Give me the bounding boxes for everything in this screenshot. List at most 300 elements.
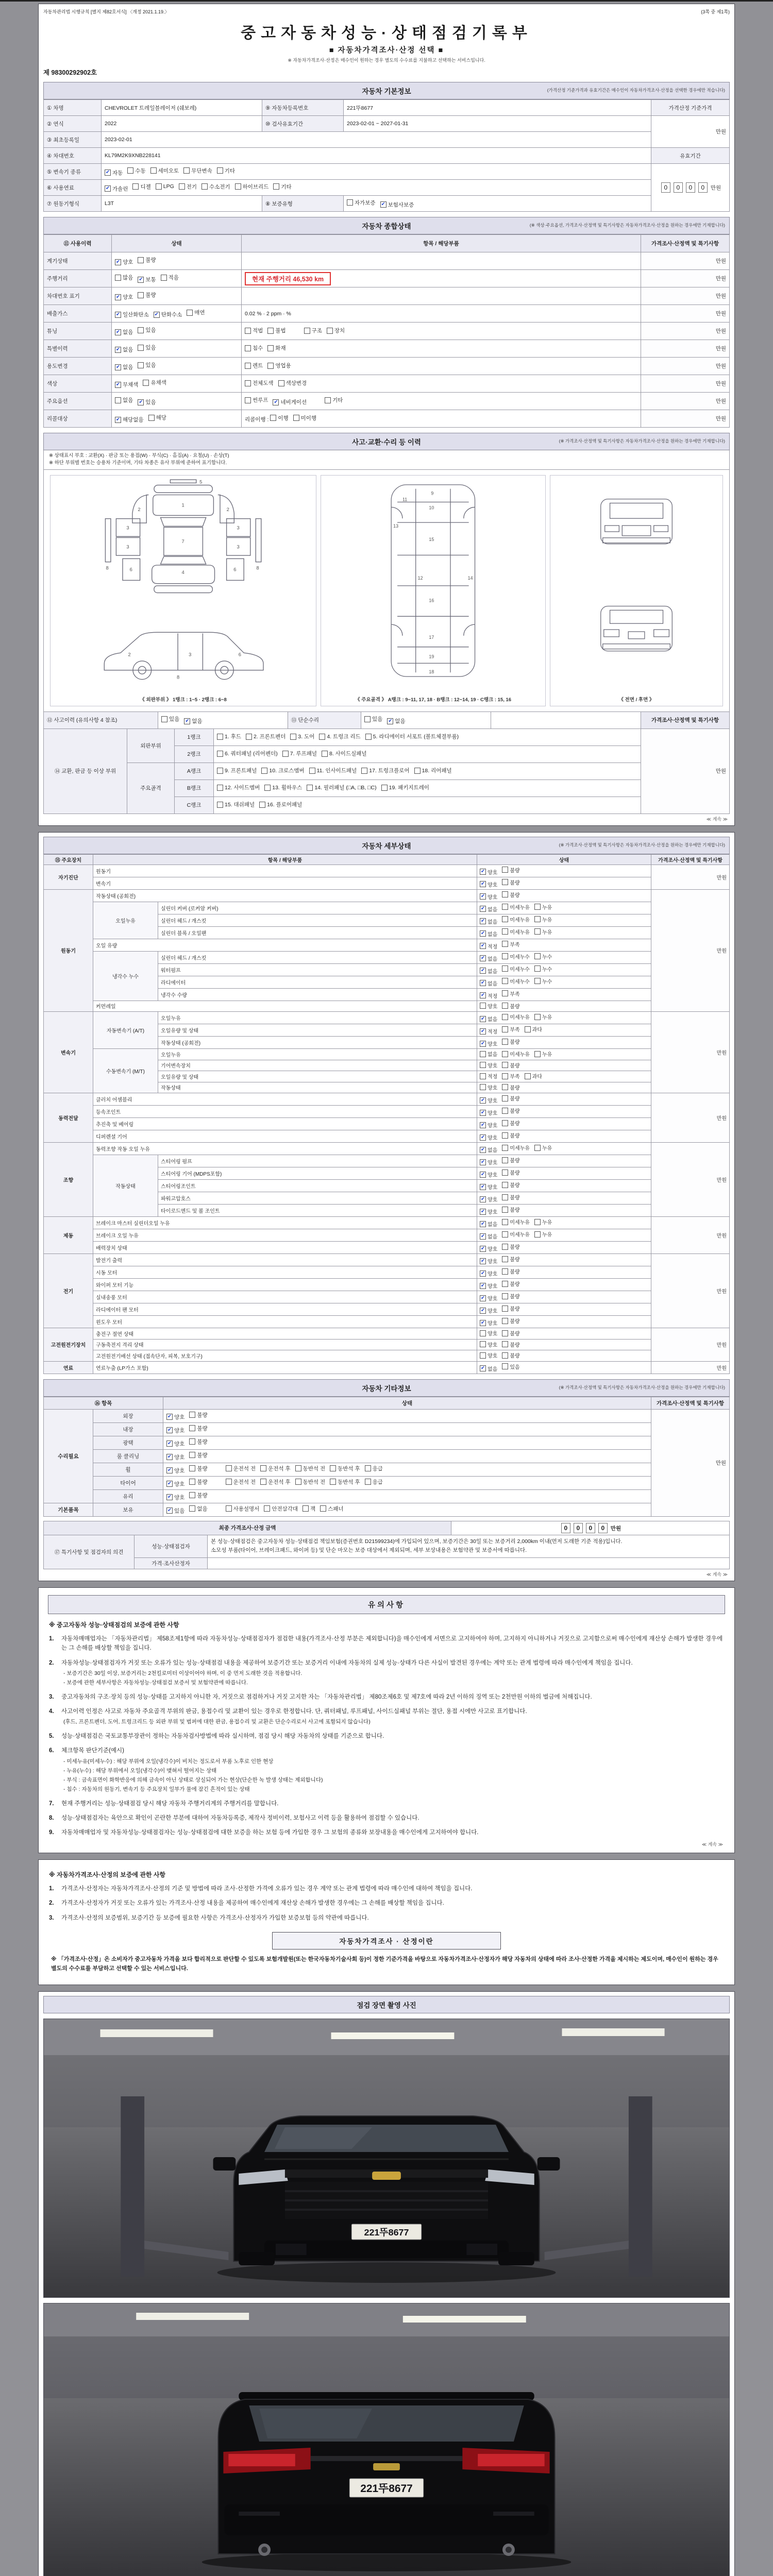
price-cell: 만원: [641, 287, 730, 305]
checkbox-box-icon: ✔: [115, 329, 121, 335]
detail-state-row: [44, 1049, 730, 1060]
cell-cell: [112, 410, 242, 428]
checkbox-없음[interactable]: 없음: [189, 1505, 207, 1513]
checkbox-불량[interactable]: 불량: [502, 891, 519, 899]
checkbox-누유[interactable]: 누유: [534, 916, 552, 923]
checkbox-box-icon: [179, 183, 185, 190]
checkbox-누유[interactable]: 누유: [534, 1013, 552, 1021]
checkbox-box-icon: ✔: [480, 1196, 486, 1202]
checkbox-썬루프[interactable]: 썬루프: [245, 396, 268, 404]
checkbox-box-icon: ✔: [105, 170, 111, 176]
checkbox-box-icon: [502, 1003, 508, 1009]
checkbox-LPG[interactable]: LPG: [156, 183, 174, 190]
checkbox-불량[interactable]: 불량: [502, 1119, 519, 1127]
checkbox-양호[interactable]: ✔ 양호: [480, 1183, 497, 1191]
price-cell: 만원: [651, 1093, 730, 1143]
checkbox-누유[interactable]: 누유: [534, 1144, 552, 1151]
checkbox-1후드[interactable]: 1. 후드: [217, 733, 241, 740]
cell-cell: [477, 914, 651, 926]
card-notice: [38, 1587, 735, 1853]
checkbox-운전석전[interactable]: 운전석 전: [226, 1465, 256, 1472]
lbl-cell: ⑤ 변속기 종류: [44, 164, 102, 180]
basic-info-table: [43, 99, 730, 212]
checkbox-box-icon: ✔: [480, 1122, 486, 1128]
checkbox-무단변속[interactable]: 무단변속: [183, 167, 212, 175]
checkbox-7루프패널[interactable]: 7. 루프패널: [282, 750, 317, 757]
checkbox-불량[interactable]: 불량: [502, 1083, 519, 1091]
checkbox-양호[interactable]: ✔ 양호: [480, 868, 497, 876]
checkbox-디젤[interactable]: 디젤: [132, 183, 150, 191]
cell-cell: 스티어링 기어 (MDPS포함): [158, 1167, 477, 1180]
checkbox-box-icon: [217, 751, 223, 757]
checkbox-box-icon: [138, 327, 144, 333]
lbl-cell: 룸 클리닝: [93, 1449, 163, 1463]
checkbox-세미오토[interactable]: 세미오토: [150, 167, 179, 175]
checkbox-4트렁크리드[interactable]: 4. 트렁크 리드: [319, 733, 360, 740]
checkbox-양호[interactable]: ✔ 양호: [480, 1257, 497, 1265]
checkbox-응급[interactable]: 응급: [365, 1478, 383, 1486]
checkbox-적정[interactable]: 적정: [480, 1072, 497, 1080]
checkbox-8사이드실패널[interactable]: 8. 사이드실패널: [322, 750, 367, 757]
price-cell: 만원: [651, 1254, 730, 1328]
checkbox-box-icon: ✔: [480, 968, 486, 974]
cell-cell: [477, 939, 651, 951]
checkbox-누유[interactable]: 누유: [534, 1050, 552, 1058]
price-cell: 만원: [641, 305, 730, 323]
checkbox-불법[interactable]: 불법: [267, 327, 285, 334]
checkbox-양호[interactable]: ✔ 양호: [166, 1453, 184, 1461]
detail-state-table: [43, 854, 730, 1374]
checkbox-불량[interactable]: 불량: [502, 1107, 519, 1114]
notice-item: 5. 성능·상태점검은 국토교통부장관이 정하는 자동차검사방법에 따라 실시하며, 점검 당시 해당 자동차의 상태를 기준으로 합니다.: [49, 1733, 384, 1739]
checkbox-안전삼각대[interactable]: 안전삼각대: [264, 1505, 298, 1513]
checkbox-없음[interactable]: ✔ 없음: [480, 930, 497, 938]
checkbox-전기[interactable]: 전기: [179, 183, 197, 191]
checkbox-양호[interactable]: ✔ 양호: [480, 1171, 497, 1178]
cell-cell: [242, 323, 641, 340]
checkbox-적음[interactable]: 적음: [161, 274, 179, 281]
checkbox-불량[interactable]: 불량: [138, 256, 156, 264]
checkbox-운전석후[interactable]: 운전석 후: [260, 1478, 291, 1486]
etc-info-row: [44, 1436, 730, 1449]
notice-item: 2. 가격조사·산정자가 거짓 또는 오류가 있는 가격조사·산정 내용을 제공하여 매수인에게 재산상 손해가 발생한 경우에는 그 손해를 배상할 책임을 집니다.: [49, 1900, 444, 1907]
checkbox-운전석후[interactable]: 운전석 후: [260, 1465, 291, 1472]
checkbox-렌트[interactable]: 렌트: [245, 362, 263, 369]
checkbox-양호[interactable]: 양호: [480, 1341, 497, 1348]
checkbox-없음[interactable]: 없음: [115, 396, 133, 404]
price-cell: 만원: [641, 323, 730, 340]
checkbox-양호[interactable]: ✔ 양호: [166, 1427, 184, 1434]
checkbox-부족[interactable]: 부족: [502, 1025, 519, 1033]
checkbox-이행[interactable]: 이행: [270, 414, 288, 422]
checkbox-양호[interactable]: ✔ 양호: [480, 1133, 497, 1141]
special-remarks-table: [43, 1535, 730, 1570]
checkbox-15대쉬패널[interactable]: 15. 대쉬패널: [217, 801, 255, 808]
checkbox-불량[interactable]: 불량: [502, 1206, 519, 1213]
dev-cell: 고전원전기장치: [44, 1328, 93, 1362]
checkbox-있음[interactable]: 있음: [364, 715, 382, 723]
detail-state-row: [44, 1130, 730, 1143]
overall-state-row: [44, 410, 730, 428]
checkbox-box-icon: [502, 1293, 508, 1299]
checkbox-불량[interactable]: 불량: [502, 1094, 519, 1102]
checkbox-미세누유[interactable]: 미세누유: [502, 1144, 530, 1151]
checkbox-양호[interactable]: ✔ 양호: [480, 1307, 497, 1314]
checkbox-하이브리드[interactable]: 하이브리드: [235, 183, 269, 191]
checkbox-box-icon: [226, 1505, 232, 1512]
checkbox-자동[interactable]: ✔ 자동: [105, 169, 123, 177]
checkbox-적정[interactable]: ✔ 적정: [480, 992, 497, 999]
checkbox-불량[interactable]: 불량: [138, 291, 156, 299]
checkbox-동반석전[interactable]: 동반석 전: [295, 1478, 326, 1486]
front-photo: [43, 2019, 730, 2298]
checkbox-불량[interactable]: 불량: [189, 1451, 207, 1459]
svg-text:8: 8: [177, 674, 180, 681]
lbl-cell: 보유: [93, 1503, 163, 1516]
checkbox-있음[interactable]: ✔ 있음: [138, 398, 156, 406]
detail-state-row: [44, 1254, 730, 1266]
checkbox-불량[interactable]: 불량: [502, 1329, 519, 1337]
checkbox-미세누수[interactable]: 미세누수: [502, 965, 530, 973]
cell-cell: [477, 1071, 651, 1082]
checkbox-기타[interactable]: 기타: [217, 167, 235, 175]
checkbox-box-icon: [534, 1051, 541, 1057]
svg-text:3: 3: [189, 652, 192, 658]
checkbox-없음[interactable]: ✔ 없음: [480, 967, 497, 975]
checkbox-불량[interactable]: 불량: [189, 1411, 207, 1419]
checkbox-10크로스멤버[interactable]: 10. 크로스멤버: [261, 767, 304, 774]
checkbox-있음[interactable]: 있음: [138, 326, 156, 334]
checkbox-누유[interactable]: 누유: [534, 928, 552, 936]
checkbox-미세누유[interactable]: 미세누유: [502, 903, 530, 911]
frame-diagram-caption: 《 주요골격 》 A랭크 : 9~11, 17, 18 · B랭크 : 12~14, 19 · C랭크 : 15, 16: [355, 697, 512, 703]
checkbox-미세누수[interactable]: 미세누수: [502, 953, 530, 960]
checkbox-없음[interactable]: ✔ 없음: [115, 363, 133, 371]
checkbox-양호[interactable]: ✔ 양호: [480, 1282, 497, 1290]
checkbox-일산화탄소[interactable]: ✔ 일산화탄소: [115, 311, 149, 318]
checkbox-부족[interactable]: 부족: [502, 940, 519, 948]
checkbox-없음[interactable]: ✔ 없음: [480, 1015, 497, 1023]
checkbox-있음[interactable]: 있음: [502, 1363, 519, 1370]
checkbox-불량[interactable]: 불량: [502, 1255, 519, 1263]
checkbox-양호[interactable]: ✔ 양호: [480, 1096, 497, 1104]
checkbox-유채색[interactable]: 유채색: [143, 379, 166, 386]
checkbox-box-icon: [502, 1268, 508, 1275]
checkbox-미세누유[interactable]: 미세누유: [502, 1218, 530, 1226]
checkbox-16플로어패널[interactable]: 16. 플로어패널: [259, 801, 302, 808]
checkbox-없음[interactable]: 없음: [480, 1050, 497, 1058]
checkbox-적정[interactable]: ✔ 적정: [480, 1027, 497, 1035]
checkbox-보험사보증[interactable]: ✔ 보험사보증: [380, 201, 414, 209]
svg-text:14: 14: [467, 575, 473, 581]
checkbox-불량[interactable]: 불량: [502, 1292, 519, 1300]
checkbox-기타[interactable]: 기타: [273, 183, 291, 191]
cell-cell: [214, 779, 641, 796]
lbl-cell: ⑨ 자동차등록번호: [262, 100, 344, 116]
checkbox-장치[interactable]: 장치: [327, 327, 345, 334]
checkbox-box-icon: [143, 380, 149, 386]
checkbox-box-icon: [245, 345, 251, 351]
checkbox-불량[interactable]: 불량: [189, 1465, 207, 1472]
checkbox-보통[interactable]: ✔ 보통: [138, 276, 156, 283]
checkbox-불량[interactable]: 불량: [502, 1038, 519, 1045]
checkbox-box-icon: ✔: [480, 1159, 486, 1165]
checkbox-적정[interactable]: ✔ 적정: [480, 942, 497, 950]
lbl-cell: 주행거리: [44, 270, 112, 287]
checkbox-불량[interactable]: 불량: [189, 1478, 207, 1486]
checkbox-12사이드멤버[interactable]: 12. 사이드멤버: [217, 784, 260, 791]
checkbox-box-icon: [293, 415, 299, 421]
checkbox-부족[interactable]: 부족: [502, 1072, 519, 1080]
cell-cell: 배력장치 상태: [93, 1242, 477, 1254]
checkbox-응급[interactable]: 응급: [365, 1465, 383, 1472]
special-remarks-row: [44, 1535, 730, 1558]
checkbox-양호[interactable]: ✔ 양호: [115, 293, 133, 301]
checkbox-양호[interactable]: 양호: [480, 1061, 497, 1069]
cell-cell: 워터펌프: [158, 963, 477, 976]
cell-cell: [477, 1350, 651, 1362]
checkbox-잭[interactable]: 잭: [303, 1505, 315, 1513]
checkbox-양호[interactable]: ✔ 양호: [480, 1208, 497, 1215]
checkbox-수동[interactable]: 수동: [127, 167, 145, 175]
checkbox-없음[interactable]: ✔ 없음: [480, 979, 497, 987]
lbl-cell: ③ 최초등록일: [44, 132, 102, 148]
svg-text:13: 13: [393, 523, 399, 529]
checkbox-동반석후[interactable]: 동반석 후: [330, 1478, 360, 1486]
cell-cell: 시동 모터: [93, 1266, 477, 1279]
checkbox-과다[interactable]: 과다: [525, 1072, 542, 1080]
checkbox-누수[interactable]: 누수: [534, 953, 552, 960]
checkbox-불량[interactable]: 불량: [502, 1193, 519, 1201]
lbl-cell: ⑭ 교환, 판금 등 이상 부위: [44, 728, 127, 814]
checkbox-있음[interactable]: 있음: [161, 715, 179, 723]
checkbox-box-icon: [235, 183, 241, 190]
checkbox-있음[interactable]: ✔ 있음: [166, 1507, 184, 1515]
checkbox-불량[interactable]: 불량: [189, 1438, 207, 1446]
checkbox-양호[interactable]: ✔ 양호: [166, 1480, 184, 1488]
checkbox-box-icon: [502, 1108, 508, 1114]
checkbox-양호[interactable]: ✔ 양호: [480, 1269, 497, 1277]
warranty-type: [344, 196, 651, 212]
checkbox-화재[interactable]: 화재: [267, 344, 285, 352]
checkbox-침수[interactable]: 침수: [245, 344, 263, 352]
checkbox-미세누유[interactable]: 미세누유: [502, 928, 530, 936]
checkbox-없음[interactable]: ✔ 없음: [480, 1220, 497, 1228]
checkbox-스패너[interactable]: 스패너: [320, 1505, 343, 1513]
checkbox-box-icon: [273, 183, 279, 190]
checkbox-누수[interactable]: 누수: [534, 965, 552, 973]
checkbox-양호[interactable]: ✔ 양호: [166, 1440, 184, 1448]
checkbox-사용설명서[interactable]: 사용설명서: [226, 1505, 260, 1513]
checkbox-구조[interactable]: 구조: [304, 327, 322, 334]
checkbox-17트렁크플로어[interactable]: 17. 트렁크플로어: [361, 767, 409, 774]
checkbox-불량[interactable]: 불량: [189, 1492, 207, 1499]
checkbox-2프론트펜더[interactable]: 2. 프론트펜더: [246, 733, 285, 740]
checkbox-해당[interactable]: 해당: [148, 414, 166, 421]
checkbox-없음[interactable]: ✔ 없음: [480, 918, 497, 925]
checkbox-자가보증[interactable]: 자가보증: [347, 199, 376, 207]
checkbox-없음[interactable]: ✔ 없음: [480, 905, 497, 913]
cell-cell: 작동상태: [158, 1082, 477, 1093]
checkbox-누수[interactable]: 누수: [534, 977, 552, 985]
checkbox-탄화수소[interactable]: ✔ 탄화수소: [154, 311, 182, 318]
cell-cell: 발전기 출력: [93, 1254, 477, 1266]
checkbox-가솔린[interactable]: ✔ 가솔린: [105, 185, 128, 193]
checkbox-양호[interactable]: 양호: [480, 1351, 497, 1359]
checkbox-누유[interactable]: 누유: [534, 903, 552, 911]
checkbox-없음[interactable]: ✔ 없음: [115, 328, 133, 336]
checkbox-영업용[interactable]: 영업용: [267, 362, 291, 369]
checkbox-운전석전[interactable]: 운전석 전: [226, 1478, 256, 1486]
checkbox-9프론트패널[interactable]: 9. 프론트패널: [217, 767, 257, 774]
checkbox-양호[interactable]: ✔ 양호: [480, 1121, 497, 1129]
checkbox-불량[interactable]: 불량: [502, 1181, 519, 1189]
lbl-cell: 광택: [93, 1436, 163, 1449]
checkbox-네비게이션[interactable]: ✔ 네비게이션: [273, 398, 307, 406]
checkbox-적법[interactable]: 적법: [245, 327, 263, 334]
checkbox-box-icon: [161, 716, 167, 722]
checkbox-양호[interactable]: ✔ 양호: [480, 1195, 497, 1203]
checkbox-box-icon: [414, 768, 421, 774]
checkbox-없음[interactable]: ✔ 없음: [115, 346, 133, 353]
checkbox-양호[interactable]: ✔ 양호: [166, 1413, 184, 1421]
checkbox-box-icon: [264, 785, 271, 791]
checkbox-과다[interactable]: 과다: [525, 1025, 542, 1033]
checkbox-box-icon: ✔: [480, 1283, 486, 1289]
checkbox-불량[interactable]: 불량: [189, 1425, 207, 1432]
checkbox-19패키지트레이[interactable]: 19. 패키지트레이: [381, 784, 429, 791]
cell-cell: 오일누유: [158, 1012, 477, 1024]
checkbox-양호[interactable]: ✔ 양호: [115, 258, 133, 266]
checkbox-불량[interactable]: 불량: [502, 1280, 519, 1287]
checkbox-box-icon: [189, 1452, 195, 1458]
checkbox-box-icon: ✔: [480, 1365, 486, 1371]
checkbox-box-icon: [327, 328, 333, 334]
checkbox-수소전기[interactable]: 수소전기: [201, 183, 230, 191]
cell-cell: [112, 287, 242, 305]
checkbox-양호[interactable]: ✔ 양호: [480, 880, 497, 888]
checkbox-13휠하우스[interactable]: 13. 휠하우스: [264, 784, 302, 791]
checkbox-미이행[interactable]: 미이행: [293, 414, 316, 422]
lbl-cell: ④ 차대번호: [44, 148, 102, 164]
checkbox-불량[interactable]: 불량: [502, 1156, 519, 1164]
checkbox-미세누수[interactable]: 미세누수: [502, 977, 530, 985]
checkbox-14필러패널ABC[interactable]: 14. 필러패널 (□A, □B, □C): [307, 784, 376, 791]
checkbox-양호[interactable]: ✔ 양호: [480, 1319, 497, 1327]
checkbox-미세누유[interactable]: 미세누유: [502, 1230, 530, 1238]
checkbox-있음[interactable]: 있음: [138, 344, 156, 351]
checkbox-무채색[interactable]: ✔ 무채색: [115, 381, 138, 388]
checkbox-불량[interactable]: 불량: [502, 1304, 519, 1312]
checkbox-불량[interactable]: 불량: [502, 1351, 519, 1359]
svg-text:3: 3: [126, 544, 129, 550]
checkbox-box-icon: [361, 768, 367, 774]
checkbox-미세누유[interactable]: 미세누유: [502, 1050, 530, 1058]
svg-text:4: 4: [181, 569, 184, 575]
checkbox-미세누유[interactable]: 미세누유: [502, 1013, 530, 1021]
checkbox-불량[interactable]: 불량: [502, 1341, 519, 1348]
svg-text:15: 15: [429, 536, 434, 542]
cell-cell: [242, 252, 641, 270]
checkbox-미세누유[interactable]: 미세누유: [502, 916, 530, 923]
checkbox-동반석전[interactable]: 동반석 전: [295, 1465, 326, 1472]
checkbox-불량[interactable]: 불량: [502, 1061, 519, 1069]
checkbox-불량[interactable]: 불량: [502, 878, 519, 886]
checkbox-없음[interactable]: ✔ 없음: [184, 717, 202, 725]
checkbox-양호[interactable]: ✔ 양호: [480, 893, 497, 901]
detail-state-row: [44, 1001, 730, 1012]
svg-text:6: 6: [238, 652, 241, 658]
checkbox-box-icon: ✔: [115, 382, 121, 388]
lbl-cell: 리콜대상: [44, 410, 112, 428]
checkbox-양호[interactable]: 양호: [480, 1002, 497, 1010]
checkbox-누유[interactable]: 누유: [534, 1218, 552, 1226]
checkbox-없음[interactable]: ✔ 없음: [387, 717, 405, 725]
checkbox-불량[interactable]: 불량: [502, 1267, 519, 1275]
notice-subitem: - 보증에 관한 세부사항은 자동차성능·상태점검 보증서 및 보험약관에 따릅니다.: [63, 1680, 248, 1686]
checkbox-양호[interactable]: ✔ 양호: [166, 1467, 184, 1475]
checkbox-동반석후[interactable]: 동반석 후: [330, 1465, 360, 1472]
checkbox-양호[interactable]: 양호: [480, 1329, 497, 1337]
checkbox-기타[interactable]: 기타: [325, 396, 343, 404]
checkbox-3도어[interactable]: 3. 도어: [290, 733, 314, 740]
checkbox-부족[interactable]: 부족: [502, 990, 519, 997]
checkbox-양호[interactable]: 양호: [480, 1083, 497, 1091]
cell-cell: [214, 728, 641, 745]
checkbox-없음[interactable]: ✔ 없음: [480, 955, 497, 962]
checkbox-양호[interactable]: ✔ 양호: [480, 1109, 497, 1116]
checkbox-양호[interactable]: ✔ 양호: [480, 1158, 497, 1166]
checkbox-불량[interactable]: 불량: [502, 866, 519, 874]
cell-cell: 원동기: [93, 865, 477, 877]
checkbox-없음[interactable]: ✔ 없음: [480, 1365, 497, 1372]
cell-cell: [477, 1279, 651, 1291]
valuation-list: [48, 1884, 725, 1923]
checkbox-양호[interactable]: ✔ 양호: [480, 1040, 497, 1047]
checkbox-불량[interactable]: 불량: [502, 1131, 519, 1139]
section-basic-note: (가격산정 기준가격과 유효기간은 매수인이 자동차가격조사·산정을 선택한 경우에만 적습니다): [547, 88, 725, 93]
checkbox-불량[interactable]: 불량: [502, 1002, 519, 1010]
checkbox-없음[interactable]: ✔ 없음: [480, 1146, 497, 1154]
checkbox-누유[interactable]: 누유: [534, 1230, 552, 1238]
checkbox-box-icon: [534, 916, 541, 922]
checkbox-전체도색[interactable]: 전체도색: [245, 379, 274, 387]
checkbox-불량[interactable]: 불량: [502, 1168, 519, 1176]
checkbox-box-icon: [226, 1465, 232, 1471]
checkbox-양호[interactable]: ✔ 양호: [480, 1294, 497, 1302]
checkbox-색상변경[interactable]: 색상변경: [278, 379, 307, 387]
checkbox-없음[interactable]: ✔ 없음: [480, 1232, 497, 1240]
cell-cell: 동력조향 작동 오일 누유: [93, 1143, 477, 1155]
checkbox-해당없음[interactable]: ✔ 해당없음: [115, 416, 144, 423]
checkbox-6쿼터패널리어펜더[interactable]: 6. 쿼터패널 (리어펜더): [217, 750, 278, 757]
checkbox-5라디에이터서포트볼트체결부품[interactable]: 5. 라디에이터 서포트 (볼트체결부품): [365, 733, 459, 740]
checkbox-양호[interactable]: ✔ 양호: [480, 1245, 497, 1252]
checkbox-box-icon: [319, 734, 325, 740]
checkbox-불량[interactable]: 불량: [502, 1243, 519, 1250]
checkbox-18리어패널[interactable]: 18. 리어패널: [414, 767, 452, 774]
notice-item: 4. 사고이력 인정은 사고로 자동차 주요골격 부위의 판금, 용접수리 및 교환이 있는 경우로 한정합니다. 단, 쿼터패널, 루프패널, 사이드실패널 부위는 절단, 용접 시에만 사고로 표기합니다.: [49, 1708, 527, 1715]
checkbox-양호[interactable]: ✔ 양호: [166, 1494, 184, 1501]
svg-text:8: 8: [256, 565, 259, 571]
checkbox-11인사이드패널[interactable]: 11. 인사이드패널: [309, 767, 357, 774]
svg-text:1: 1: [181, 502, 184, 509]
checkbox-있음[interactable]: 있음: [138, 361, 156, 369]
lbl-cell: 외판부위: [127, 728, 175, 762]
checkbox-많음[interactable]: 많음: [115, 274, 133, 281]
checkbox-불량[interactable]: 불량: [502, 1317, 519, 1325]
checkbox-매연[interactable]: 매연: [187, 309, 205, 316]
